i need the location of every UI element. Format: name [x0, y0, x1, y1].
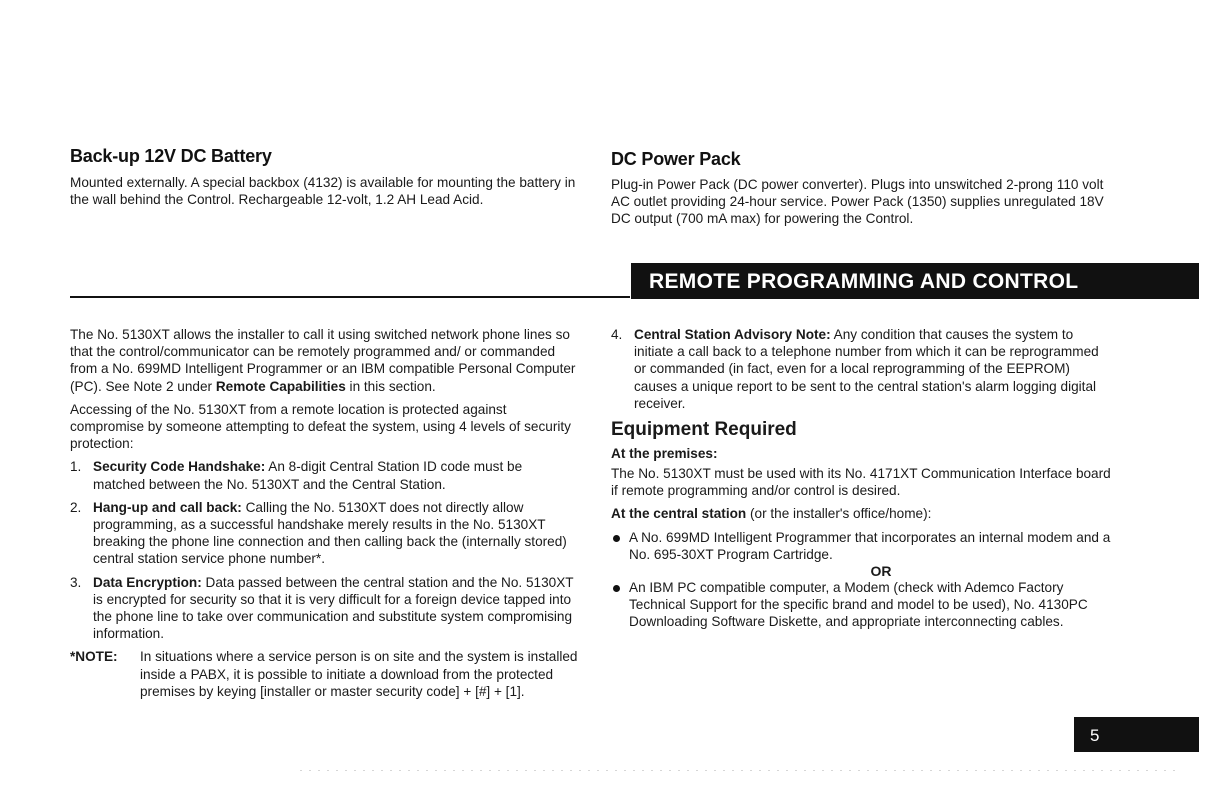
item-title: Security Code Handshake: — [93, 459, 266, 475]
page-number: 5 — [1074, 717, 1199, 752]
access-paragraph: Accessing of the No. 5130XT from a remote location is protected against compromise by someone attempting to defeat the system, using 4 levels of security protection: — [70, 401, 571, 452]
note-block — [70, 648, 578, 700]
battery-heading: Back-up 12V DC Battery — [70, 146, 272, 166]
premises-label: At the premises: — [611, 446, 718, 462]
list-item — [70, 458, 578, 492]
item-text: Calling the No. 5130XT does not directly allow programming, as a successful handshake merely results in the No. 5130XT breaking the phone line connection and then calling back the (internally stored) central station service phone number*. — [93, 499, 567, 567]
equipment-heading: Equipment Required — [611, 419, 797, 441]
or-separator: OR — [870, 563, 892, 580]
left-column — [70, 326, 578, 700]
list-item — [70, 499, 578, 568]
item-text: Any condition that causes the system to initiate a call back to a telephone number from which it can be reprogrammed or commanded (in fact, even for a local reprogramming of the EEPROM) causes a unique report to be sent to the central station's alarm logging digital receiver. — [634, 327, 1099, 411]
note-text: In situations where a service person is on site and the system is installed inside a PABX, it is possible to initiate a download from the protected premises by keying [installer or master security code] + [#] + [1]. — [140, 649, 578, 699]
central-text: (or the installer's office/home): — [746, 506, 932, 522]
scan-artifacts — [300, 770, 1180, 771]
item-number: 3. — [70, 574, 82, 590]
remote-capabilities-ref: Remote Capabilities — [215, 378, 346, 394]
intro-text-end: in this section. — [345, 378, 436, 394]
list-item — [611, 579, 1111, 631]
list-item — [611, 529, 1111, 563]
bullet-text: An IBM PC compatible computer, a Modem (check with Ademco Factory Technical Support for the specific brand and model to be used), No. 4130PC Downloading Software Diskette, and appropriate interconnecting cables. — [629, 580, 1088, 630]
item-title: Central Station Advisory Note: — [634, 327, 831, 342]
right-column — [611, 326, 1111, 631]
power-pack-description: Plug-in Power Pack (DC power converter). Plugs into unswitched 2-prong 110 volt AC outlet providing 24-hour service. Power Pack (1350) supplies unregulated 18V DC output (700 mA max) for powering the Control. — [611, 177, 1104, 227]
item-title: Hang-up and call back: — [93, 499, 242, 515]
bullet-text: A No. 699MD Intelligent Programmer that incorporates an internal modem and a No. 695-30XT Program Cartridge. — [629, 529, 1111, 562]
section-banner: REMOTE PROGRAMMING AND CONTROL — [631, 263, 1199, 299]
item-number: 4. — [611, 327, 623, 342]
section-rule — [70, 296, 630, 298]
bullet-dot — [613, 535, 620, 542]
intro-text: The No. 5130XT allows the installer to call it using switched network phone lines so that the control/communicator can be remotely programmed and/ or commanded from a No. 699MD Intelligent Programmer or an IBM compatible Personal Computer (PC). See Note 2 under — [70, 327, 576, 394]
item-number: 2. — [70, 499, 82, 515]
item-number: 1. — [70, 459, 82, 475]
list-item — [611, 326, 1111, 412]
bullet-dot — [613, 585, 620, 592]
central-label: At the central station — [611, 506, 747, 522]
list-item — [70, 574, 578, 643]
item-text: Data passed between the central station and the No. 5130XT is encrypted for security so that it is very difficult for a foreign device tapped into the phone line to take over communication and substitute system compromising information. — [93, 574, 574, 642]
central-station-paragraph — [611, 505, 1111, 522]
premises-text: The No. 5130XT must be used with its No. 4171XT Communication Interface board if remote programming and/or control is desired. — [611, 466, 1111, 499]
battery-description: Mounted externally. A special backbox (4132) is available for mounting the battery in the wall behind the Control. Rechargeable 12-volt, 1.2 AH Lead Acid. — [70, 175, 576, 208]
item-title: Data Encryption: — [93, 574, 202, 590]
power-pack-heading: DC Power Pack — [611, 149, 741, 169]
note-label: *NOTE: — [70, 649, 118, 665]
intro-paragraph — [70, 326, 578, 395]
item-text: An 8-digit Central Station ID code must be matched between the No. 5130XT and the Central Station. — [93, 459, 523, 492]
